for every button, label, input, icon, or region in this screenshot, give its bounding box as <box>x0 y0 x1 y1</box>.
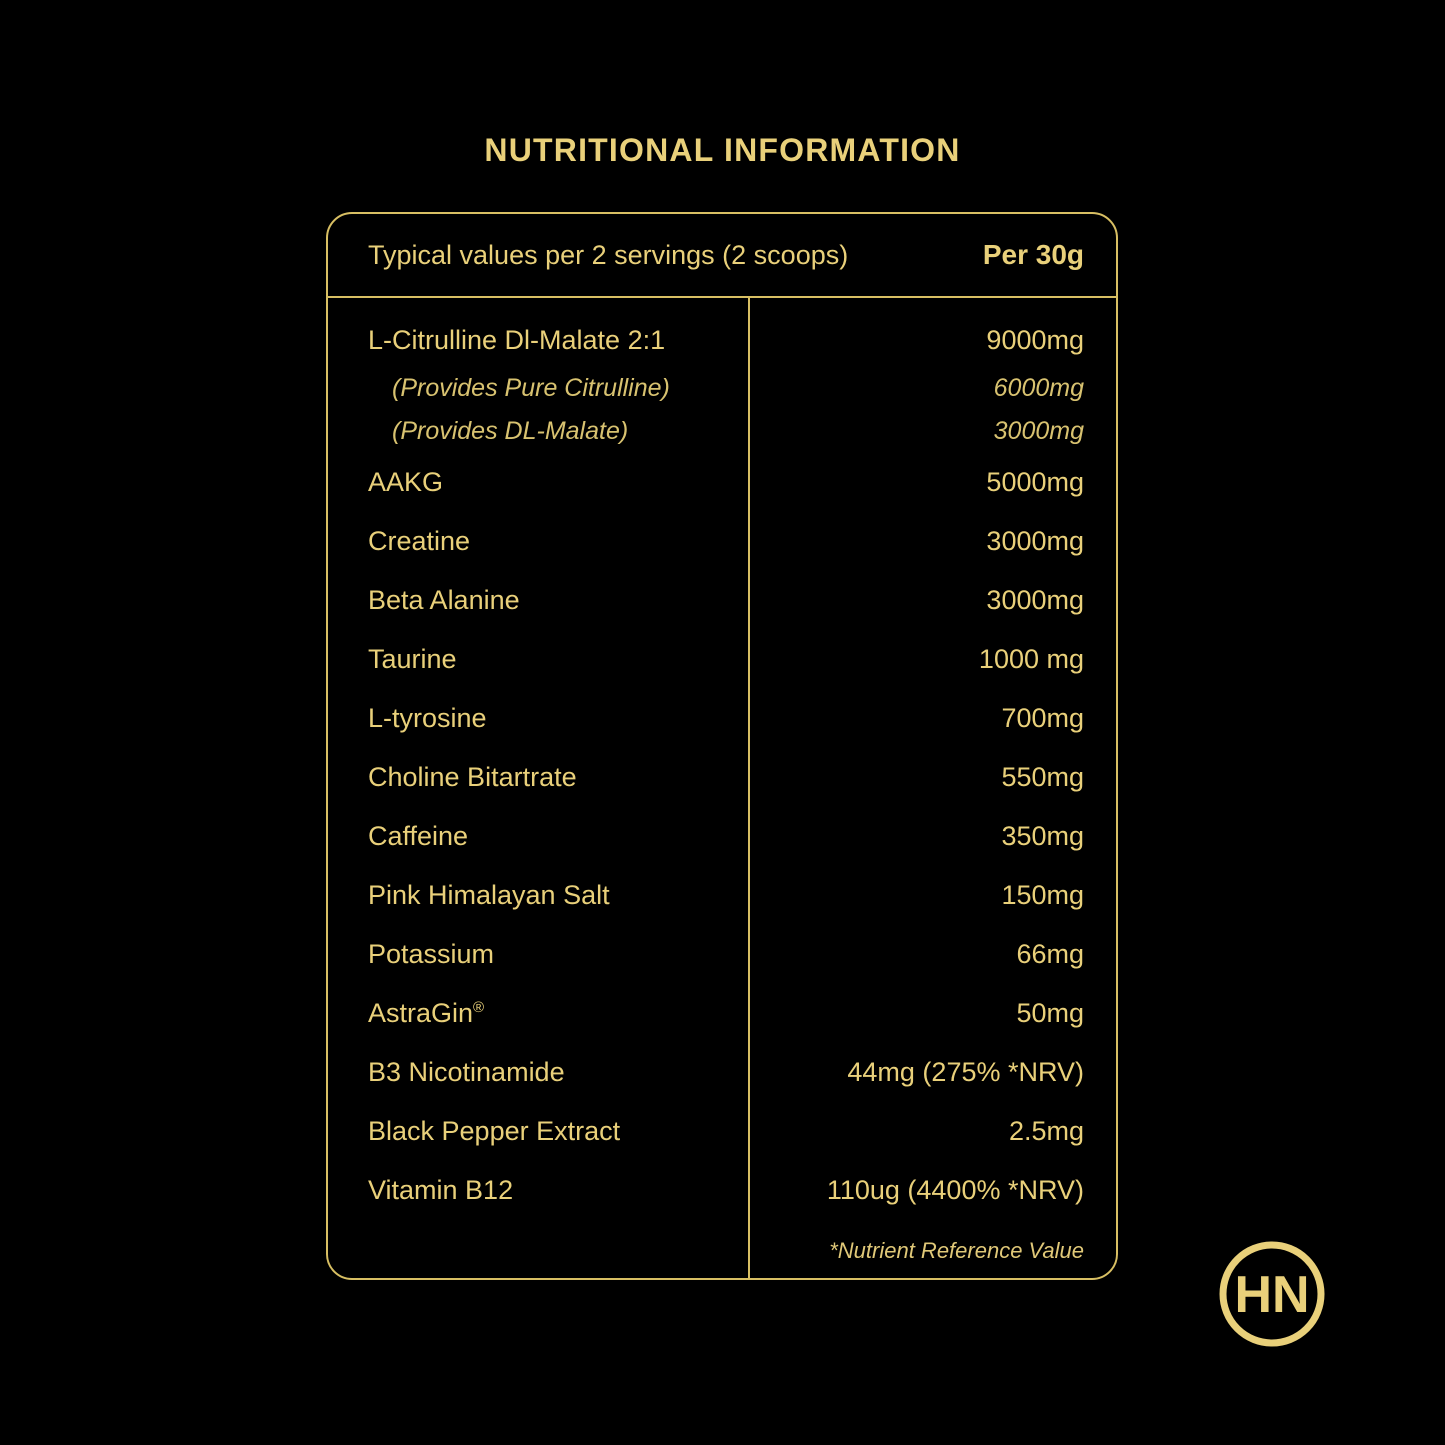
ingredient-name: AAKG <box>368 467 444 497</box>
table-row <box>328 866 1116 925</box>
ingredient-amount: 150mg <box>1001 880 1084 910</box>
ingredient-name: Black Pepper Extract <box>368 1116 621 1146</box>
ingredient-amount: 1000 mg <box>978 644 1084 674</box>
table-row <box>328 689 1116 748</box>
table-row <box>328 748 1116 807</box>
ingredient-amount: 350mg <box>1001 821 1084 851</box>
ingredient-name: L-Citrulline Dl-Malate 2:1 <box>368 325 666 355</box>
table-row <box>328 410 1116 453</box>
ingredient-amount: 6000mg <box>993 374 1084 402</box>
ingredient-name: (Provides DL-Malate) <box>392 417 629 445</box>
ingredient-amount: 110ug (4400% *NRV) <box>826 1175 1084 1205</box>
ingredient-name: (Provides Pure Citrulline) <box>392 374 670 402</box>
svg-text:HN: HN <box>1234 1266 1310 1324</box>
table-row <box>328 367 1116 410</box>
ingredient-amount: 2.5mg <box>1008 1116 1084 1146</box>
ingredient-amount: 3000mg <box>986 526 1084 556</box>
ingredient-name: Pink Himalayan Salt <box>368 880 610 910</box>
ingredient-amount: 66mg <box>1016 939 1084 969</box>
ingredient-amount: 3000mg <box>993 417 1084 445</box>
table-row <box>328 925 1116 984</box>
page-title: NUTRITIONAL INFORMATION <box>484 132 961 168</box>
ingredient-name: Potassium <box>368 939 495 969</box>
ingredient-amount: 9000mg <box>986 325 1084 355</box>
ingredient-name: Taurine <box>368 644 457 674</box>
table-header-left: Typical values per 2 servings (2 scoops) <box>368 240 849 270</box>
ingredient-name: Creatine <box>368 526 471 556</box>
nutrition-table <box>326 212 1118 1280</box>
table-row <box>328 1102 1116 1161</box>
ingredient-name: L-tyrosine <box>368 703 487 733</box>
table-row <box>328 453 1116 512</box>
ingredient-name: AstraGin <box>368 998 474 1028</box>
table-row <box>328 1161 1116 1220</box>
ingredient-amount: 3000mg <box>986 585 1084 615</box>
ingredient-name: B3 Nicotinamide <box>368 1057 565 1087</box>
ingredient-amount: 44mg (275% *NRV) <box>847 1057 1084 1087</box>
ingredient-name: Caffeine <box>368 821 469 851</box>
table-body <box>328 298 1116 1278</box>
table-row <box>328 314 1116 367</box>
table-row <box>328 571 1116 630</box>
ingredient-name: Choline Bitartrate <box>368 762 577 792</box>
registered-trademark-icon: ® <box>473 999 485 1016</box>
table-header-row <box>328 214 1116 298</box>
ingredient-amount: 700mg <box>1001 703 1084 733</box>
table-row <box>328 630 1116 689</box>
ingredient-amount: 50mg <box>1016 998 1084 1028</box>
table-row <box>328 1043 1116 1102</box>
ingredient-name-wrapper <box>368 998 484 1029</box>
table-row <box>328 807 1116 866</box>
brand-logo <box>1219 1241 1325 1347</box>
ingredient-name: Beta Alanine <box>368 585 520 615</box>
ingredient-amount: 550mg <box>1001 762 1084 792</box>
ingredient-amount: 5000mg <box>986 467 1084 497</box>
table-header-right: Per 30g <box>982 239 1084 270</box>
table-row <box>328 984 1116 1043</box>
table-row <box>328 512 1116 571</box>
footnote: *Nutrient Reference Value <box>829 1238 1084 1263</box>
ingredient-name: Vitamin B12 <box>368 1175 514 1205</box>
